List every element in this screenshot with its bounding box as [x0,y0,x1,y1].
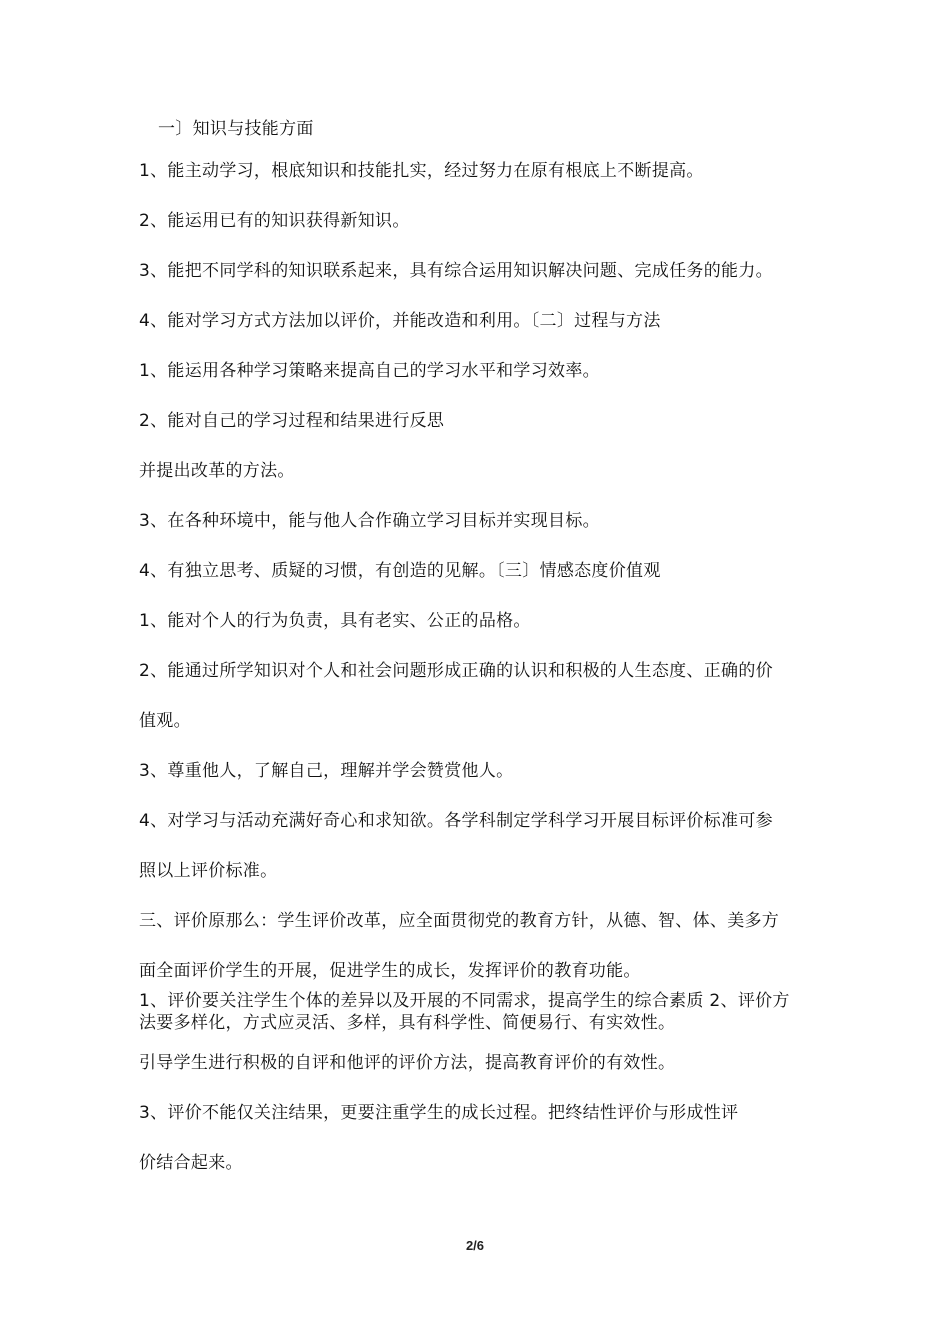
paragraph-line: 4、对学习与活动充满好奇心和求知欲。各学科制定学科学习开展目标评价标准可参 [139,811,773,831]
paragraph-line: 4、有独立思考、质疑的习惯，有创造的见解。〔三〕情感态度价值观 [139,561,661,581]
paragraph-line: 价结合起来。 [139,1153,243,1173]
paragraph-line: 4、能对学习方式方法加以评价，并能改造和利用。〔二〕过程与方法 [139,311,661,331]
paragraph-line: 2、能运用已有的知识获得新知识。 [139,211,410,231]
paragraph-line: 3、在各种环境中，能与他人合作确立学习目标并实现目标。 [139,511,600,531]
paragraph-line: 三、评价原那么：学生评价改革，应全面贯彻党的教育方针，从德、智、体、美多方 [139,911,780,931]
paragraph-line: 3、能把不同学科的知识联系起来，具有综合运用知识解决问题、完成任务的能力。 [139,261,773,281]
paragraph-line: 1、评价要关注学生个体的差异以及开展的不同需求，提高学生的综合素质 2、评价方法要多样化，方式应灵活、多样，具有科学性、简便易行、有实效性。 [139,991,790,1033]
paragraph-line: 1、能对个人的行为负责，具有老实、公正的品格。 [139,611,531,631]
paragraph-line: 1、能运用各种学习策略来提高自己的学习水平和学习效率。 [139,361,600,381]
paragraph-line: 面全面评价学生的开展，促进学生的成长，发挥评价的教育功能。 [139,961,641,981]
page-number: 2/6 [465,1238,485,1253]
section-heading-knowledge-skills: 一〕知识与技能方面 [158,119,314,139]
paragraph-line: 并提出改革的方法。 [139,461,295,481]
paragraph-line: 引导学生进行积极的自评和他评的评价方法，提高教育评价的有效性。 [139,1053,676,1073]
paragraph-line: 3、评价不能仅关注结果，更要注重学生的成长过程。把终结性评价与形成性评 [139,1103,739,1123]
paragraph-line: 2、能对自己的学习过程和结果进行反思 [139,411,445,431]
paragraph-line: 3、尊重他人，了解自己，理解并学会赞赏他人。 [139,761,514,781]
paragraph-line: 2、能通过所学知识对个人和社会问题形成正确的认识和积极的人生态度、正确的价 [139,661,773,681]
paragraph-line: 1、能主动学习，根底知识和技能扎实，经过努力在原有根底上不断提高。 [139,161,704,181]
paragraph-line: 照以上评价标准。 [139,861,278,881]
paragraph-line: 值观。 [139,711,191,731]
